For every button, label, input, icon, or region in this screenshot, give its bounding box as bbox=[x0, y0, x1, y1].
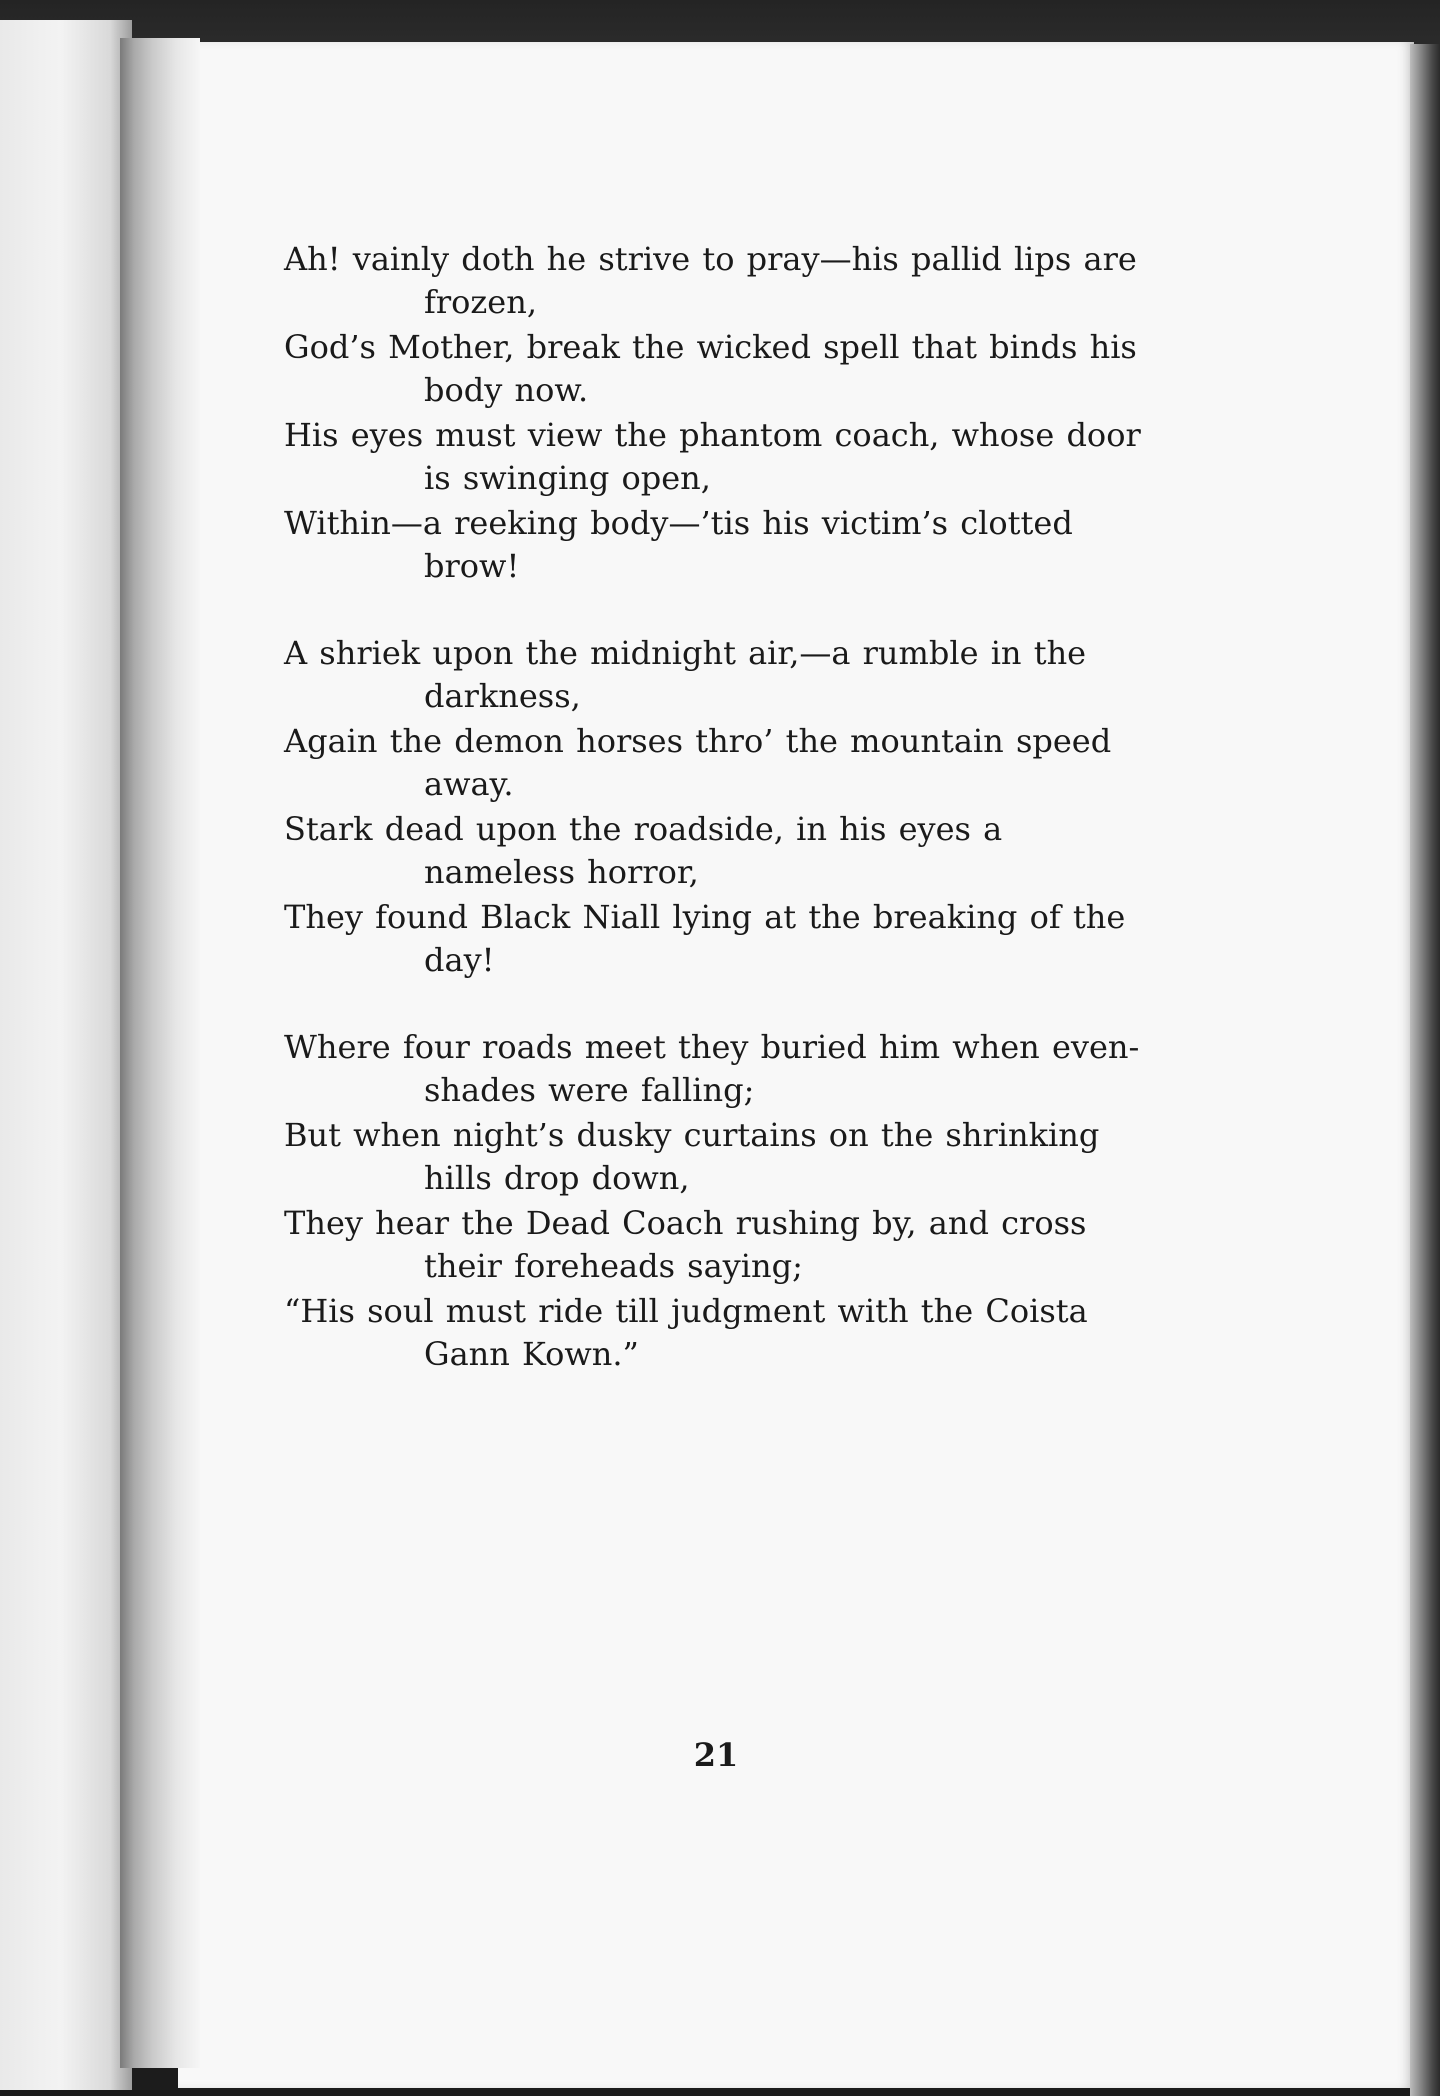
page-number: 21 bbox=[693, 1736, 739, 1774]
page-number-row bbox=[0, 1736, 1440, 1774]
poem-line: Stark dead upon the roadside, in his eyes a nameless horror, bbox=[284, 810, 1003, 891]
poem-line: They found Black Niall lying at the breaking of the day! bbox=[284, 898, 1126, 979]
stanza-1 bbox=[284, 238, 1164, 588]
poem-line: His eyes must view the phantom coach, whose door is swinging open, bbox=[284, 416, 1141, 497]
poem-line: Where four roads meet they buried him when even-shades were falling; bbox=[284, 1028, 1140, 1109]
poem-line: Within—a reeking body—’tis his victim’s clotted brow! bbox=[284, 504, 1073, 585]
poem-line: Ah! vainly doth he strive to pray—his pallid lips are frozen, bbox=[284, 240, 1137, 321]
left-page-edge bbox=[0, 20, 132, 2090]
poem-line: God’s Mother, break the wicked spell that binds his body now. bbox=[284, 328, 1137, 409]
page-edge-shadow bbox=[1410, 44, 1440, 2096]
poem-text bbox=[284, 238, 1164, 1420]
poem-line: A shriek upon the midnight air,—a rumble in the darkness, bbox=[284, 634, 1087, 715]
poem-line: “His soul must ride till judgment with the Coista Gann Kown.” bbox=[284, 1292, 1088, 1373]
poem-line: Again the demon horses thro’ the mountain speed away. bbox=[284, 722, 1112, 803]
stanza-3 bbox=[284, 1026, 1164, 1376]
stanza-2 bbox=[284, 632, 1164, 982]
poem-line: But when night’s dusky curtains on the shrinking hills drop down, bbox=[284, 1116, 1100, 1197]
poem-line: They hear the Dead Coach rushing by, and cross their foreheads saying; bbox=[284, 1204, 1087, 1285]
